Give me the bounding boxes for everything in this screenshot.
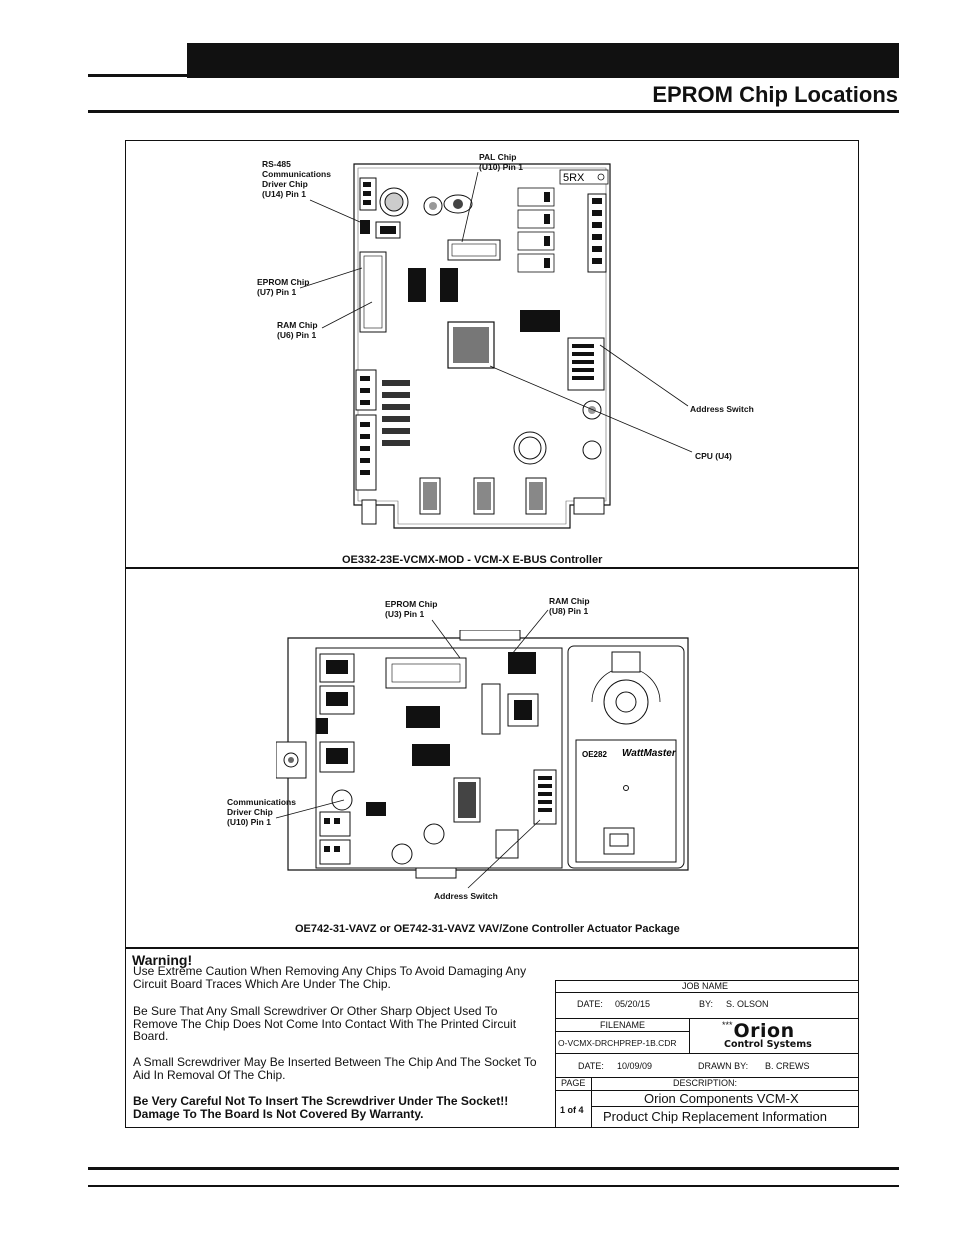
logo-word: Orion xyxy=(733,1020,795,1042)
callout-ram-u6-line2: (U6) Pin 1 xyxy=(277,330,317,340)
board2-part-label: OE282 xyxy=(582,750,607,759)
tb-by-label: BY: xyxy=(699,999,714,1009)
callout-ram-u8 xyxy=(549,596,590,616)
tb-description-line2: Product Chip Replacement Information xyxy=(603,1109,828,1124)
tb-rule-3 xyxy=(555,1031,689,1032)
tb-filename-value: O-VCMX-DRCHPREP-1B.CDR xyxy=(558,1038,677,1048)
tb-rule-4 xyxy=(555,1053,859,1054)
vcmx-board-drawing xyxy=(348,160,618,540)
callout-comm-u10-line3: (U10) Pin 1 xyxy=(227,817,271,827)
callout-ram-u6 xyxy=(277,320,318,340)
callout-pal-line1: PAL Chip xyxy=(479,152,517,162)
orion-logo xyxy=(722,1020,812,1050)
tb-date2-value: 10/09/09 xyxy=(617,1061,653,1071)
tb-rule-8 xyxy=(555,1090,591,1091)
callout-cpu xyxy=(695,451,732,461)
section-divider-2 xyxy=(125,947,859,949)
section-divider-1 xyxy=(125,567,859,569)
callout-comm-u10 xyxy=(227,797,296,827)
header-bar xyxy=(187,43,899,78)
callout-rs485-line2: Communications xyxy=(262,169,331,179)
tb-description-line1: Orion Components VCM-X xyxy=(644,1091,799,1106)
callout-address-switch-1 xyxy=(690,404,754,414)
tb-rule-2 xyxy=(555,1018,859,1019)
warning-heading: Warning! xyxy=(132,952,193,968)
callout-eprom-u3 xyxy=(385,599,437,619)
tb-page-value: 1 of 4 xyxy=(560,1105,584,1115)
board1-caption: OE332-23E-VCMX-MOD - VCM-X E-BUS Controller xyxy=(342,554,603,566)
board1-silk-label: 5RX xyxy=(563,172,585,184)
callout-address-switch-2-line1: Address Switch xyxy=(434,891,498,901)
callout-cpu-line1: CPU (U4) xyxy=(695,451,732,461)
callout-comm-u10-line1: Communications xyxy=(227,797,296,807)
tb-rule-1 xyxy=(555,992,859,993)
callout-eprom-u7-line2: (U7) Pin 1 xyxy=(257,287,297,297)
callout-rs485-line4: (U14) Pin 1 xyxy=(262,189,306,199)
tb-filename-label: FILENAME xyxy=(600,1020,646,1030)
callout-pal xyxy=(479,152,523,172)
tb-desc-label: DESCRIPTION: xyxy=(673,1078,738,1088)
warning-paragraph-2: Be Sure That Any Small Screwdriver Or Other Sharp Object Used To Remove The Chip Does Not Come Into Contact With The Printed Circuit Board. xyxy=(133,1004,517,1043)
callout-address-switch-1-line1: Address Switch xyxy=(690,404,754,414)
warning-paragraph-4: Be Very Careful Not To Insert The Screwdriver Under The Socket!! Damage To The Board Is Not Covered By Warranty. xyxy=(133,1094,509,1121)
tb-drawn-value: B. CREWS xyxy=(765,1061,810,1071)
board2-brand-label: WattMaster xyxy=(622,748,676,759)
tb-vrule-1 xyxy=(689,1018,690,1053)
tb-date1-value: 05/20/15 xyxy=(615,999,651,1009)
footer-rule xyxy=(88,1167,899,1170)
callout-ram-u8-line1: RAM Chip xyxy=(549,596,590,606)
callout-eprom-u7-line1: EPROM Chip xyxy=(257,277,310,287)
callout-eprom-u3-line1: EPROM Chip xyxy=(385,599,438,609)
tb-job-name-label: JOB NAME xyxy=(682,981,729,991)
callout-rs485-line1: RS-485 xyxy=(262,159,291,169)
warning-paragraph-1: Use Extreme Caution When Removing Any Chips To Avoid Damaging Any Circuit Board Traces Which Are Under The Chip. xyxy=(133,964,527,991)
logo-stars: *** xyxy=(722,1020,733,1030)
tb-drawn-label: DRAWN BY: xyxy=(698,1061,749,1071)
tb-page-label: PAGE xyxy=(561,1078,586,1088)
page-title: EPROM Chip Locations xyxy=(652,82,898,107)
callout-ram-u6-line1: RAM Chip xyxy=(277,320,318,330)
callout-eprom-u3-line2: (U3) Pin 1 xyxy=(385,609,425,619)
vavz-board-drawing xyxy=(276,630,700,880)
callout-rs485 xyxy=(262,159,331,199)
callout-ram-u8-line2: (U8) Pin 1 xyxy=(549,606,589,616)
tb-by-value: S. OLSON xyxy=(726,999,769,1009)
title-rule xyxy=(88,110,899,113)
callout-comm-u10-line2: Driver Chip xyxy=(227,807,273,817)
tb-rule-7 xyxy=(591,1106,859,1107)
footer-rule-2 xyxy=(88,1185,899,1187)
callout-pal-line2: (U10) Pin 1 xyxy=(479,162,523,172)
logo-subtitle: Control Systems xyxy=(724,1039,812,1050)
tb-date1-label: DATE: xyxy=(577,999,603,1009)
tb-date2-label: DATE: xyxy=(578,1061,604,1071)
warning-paragraph-3: A Small Screwdriver May Be Inserted Between The Chip And The Socket To Aid In Removal Of The Chip. xyxy=(133,1055,537,1082)
board2-caption: OE742-31-VAVZ or OE742-31-VAVZ VAV/Zone Controller Actuator Package xyxy=(295,923,680,935)
tb-vrule-2 xyxy=(591,1077,592,1128)
callout-address-switch-2 xyxy=(434,891,498,901)
callout-eprom-u7 xyxy=(257,277,309,297)
callout-rs485-line3: Driver Chip xyxy=(262,179,308,189)
